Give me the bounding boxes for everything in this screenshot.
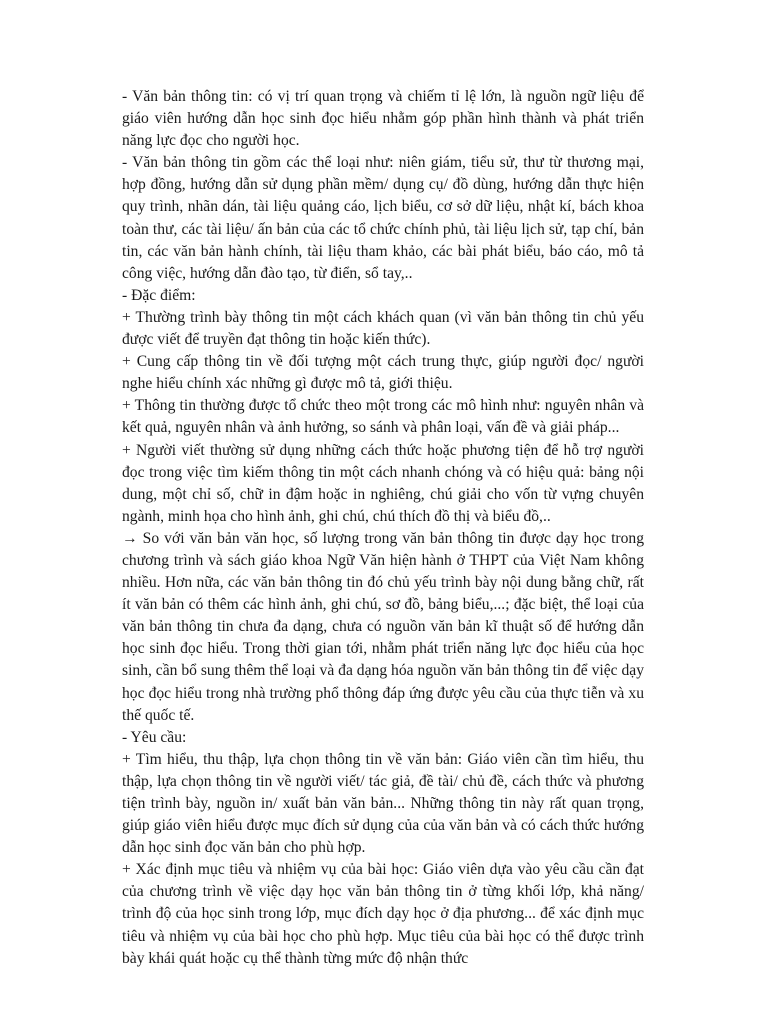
paragraph-comparison: → So với văn bản văn học, số lượng trong văn bản thông tin được dạy học trong chương trình và sách giáo khoa Ngữ Văn hiện hành ở THPT của Việt Nam không nhiều. Hơn nữa, các văn bản thông tin đó chủ yếu trình bày nội dung bằng chữ, rất ít văn bản có thêm các hình ảnh, ghi chú, sơ đồ, bảng biểu,...; đặc biệt, thể loại của văn bản thông tin chưa đa dạng, chưa có nguồn văn bản kĩ thuật số để hướng dẫn học sinh đọc hiểu. Trong thời gian tới, nhằm phát triển năng lực đọc hiểu của học sinh, cần bổ sung thêm thể loại và đa dạng hóa nguồn văn bản thông tin để việc dạy học đọc hiểu trong nhà trường phổ thông đáp ứng được yêu cầu của thực tiễn và xu thế quốc tế. [122,529,644,724]
paragraph-research: + Tìm hiểu, thu thập, lựa chọn thông tin về văn bản: Giáo viên cần tìm hiểu, thu thập, lựa chọn thông tin về người viết/ tác giả, đề tài/ chủ đề, cách thức và phương tiện trình bày, nguồn in/ xuất bản văn bản... Những thông tin này rất quan trọng, giúp giáo viên hiểu được mục đích sử dụng của của văn bản và có cách thức hướng dẫn học sinh đọc văn bản cho phù hợp. [122,750,644,857]
paragraph-organization: + Thông tin thường được tổ chức theo một trong các mô hình như: nguyên nhân và kết quả, nguyên nhân và ảnh hưởng, so sánh và phân loại, vấn đề và giải pháp... [122,397,644,437]
heading-characteristics: - Đặc điểm: [122,286,196,304]
paragraph-role: - Văn bản thông tin: có vị trí quan trọng và chiếm tỉ lệ lớn, là nguồn ngữ liệu để giáo viên hướng dẫn học sinh đọc hiểu nhằm góp phần hình thành và phát triển năng lực đọc cho người học. [122,88,644,150]
paragraph-lesson-goals: + Xác định mục tiêu và nhiệm vụ của bài học: Giáo viên dựa vào yêu cầu cần đạt của chương trình về việc dạy học văn bản thông tin ở từng khối lớp, khả năng/ trình độ của học sinh trong lớp, mục đích dạy học ở địa phương... để xác định mục tiêu và nhiệm vụ của bài học cho phù hợp. Mục tiêu của bài học có thể được trình bày khái quát hoặc cụ thể thành từng mức độ nhận thức [122,861,644,967]
paragraph-truthful: + Cung cấp thông tin về đối tượng một cách trung thực, giúp người đọc/ người nghe hiểu chính xác những gì được mô tả, giới thiệu. [122,353,644,393]
paragraph-support-tools: + Người viết thường sử dụng những cách thức hoặc phương tiện để hỗ trợ người đọc trong việc tìm kiếm thông tin một cách nhanh chóng và có hiệu quả: bảng nội dung, một chỉ số, chữ in đậm hoặc in nghiêng, chú giải cho vốn từ vựng chuyên ngành, minh họa cho hình ảnh, ghi chú, chú thích đồ thị và biểu đồ,.. [122,441,644,525]
paragraph-genres: - Văn bản thông tin gồm các thể loại như: niên giám, tiểu sử, thư từ thương mại, hợp đồng, hướng dẫn sử dụng phần mềm/ dụng cụ/ đồ dùng, hướng dẫn thực hiện quy trình, nhãn dán, tài liệu quảng cáo, lịch biểu, cơ sở dữ liệu, nhật kí, bách khoa toàn thư, các tài liệu/ ấn bản của các tổ chức chính phủ, tài liệu lịch sử, tạp chí, bản tin, các văn bản hành chính, tài liệu tham khảo, các bài phát biểu, báo cáo, mô tả công việc, hướng dẫn đào tạo, từ điển, sổ tay,.. [122,154,644,282]
document-page [122,86,644,970]
paragraph-objective: + Thường trình bày thông tin một cách khách quan (vì văn bản thông tin chủ yếu được viết để truyền đạt thông tin hoặc kiến thức). [122,308,644,349]
heading-requirements: - Yêu cầu: [122,728,187,746]
